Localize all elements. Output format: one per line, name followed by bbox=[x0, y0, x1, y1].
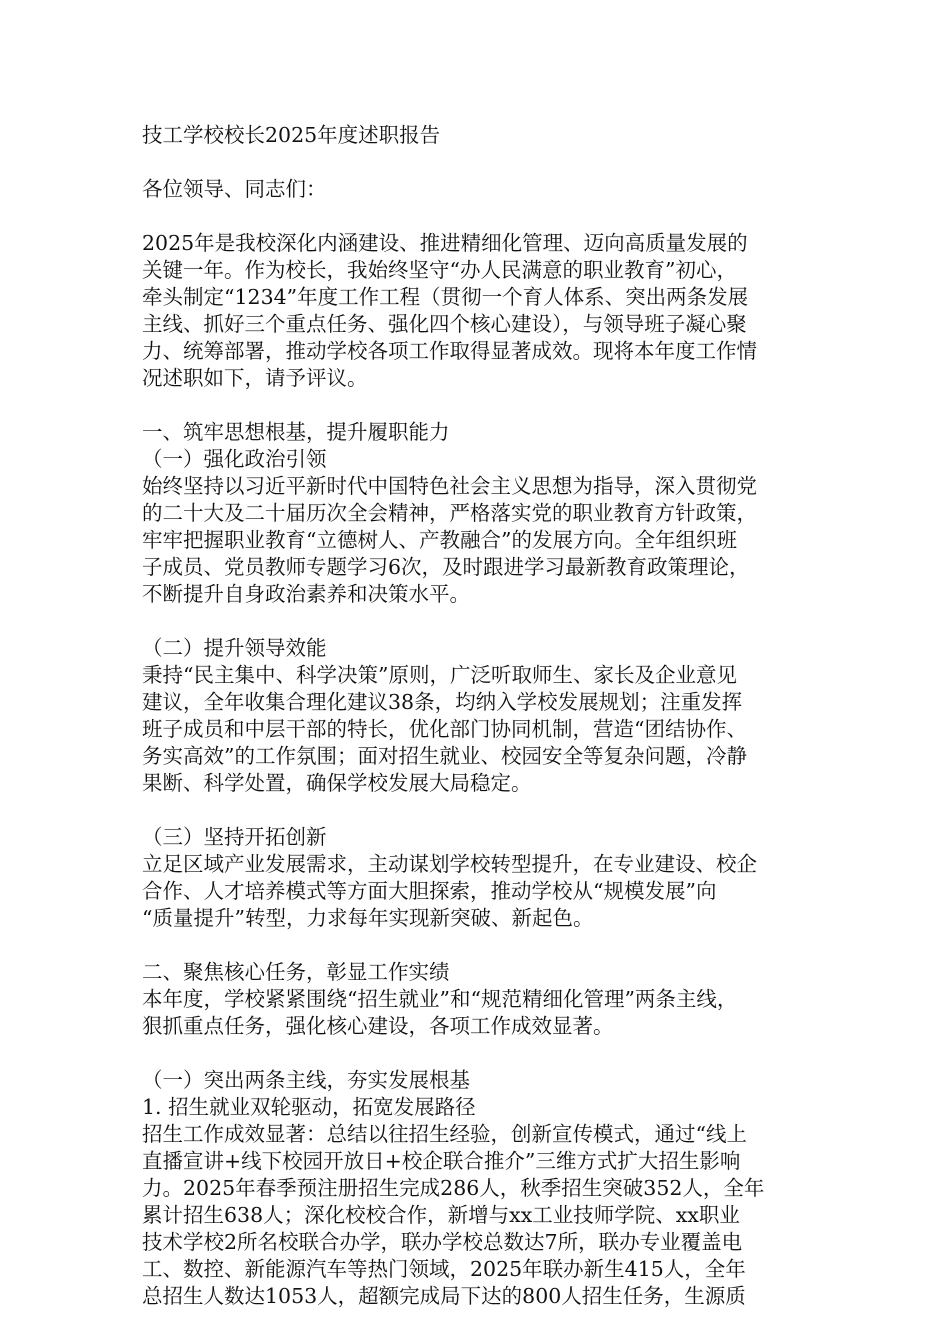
paragraph-line: 关键一年。作为校长，我始终坚守“办人民满意的职业教育”初心， bbox=[142, 258, 737, 282]
paragraph-line: 牵头制定“1234”年度工作工程（贯彻一个育人体系、突出两条发展 bbox=[142, 285, 749, 309]
intro-paragraph bbox=[142, 230, 822, 392]
paragraph-line: 子成员、党员教师专题学习6次，及时跟进学习最新教育政策理论， bbox=[142, 555, 750, 579]
paragraph-line: 合作、人才培养模式等方面大胆探索，推动学校从“规模发展”向 bbox=[142, 879, 717, 903]
paragraph-line: 2025年是我校深化内涵建设、推进精细化管理、迈向高质量发展的 bbox=[142, 231, 748, 255]
subsection-heading: （三）坚持开拓创新 bbox=[142, 825, 327, 849]
spacer bbox=[142, 149, 822, 176]
paragraph-line: 累计招生638人；深化校校合作，新增与xx工业技师学院、xx职业 bbox=[142, 1203, 740, 1227]
paragraph-line: 总招生人数达1053人，超额完成局下达的800人招生任务，生源质 bbox=[142, 1284, 746, 1308]
spacer bbox=[142, 608, 822, 635]
spacer bbox=[142, 203, 822, 230]
salutation: 各位领导、同志们： bbox=[142, 177, 327, 201]
paragraph-line: 招生工作成效显著：总结以往招生经验，创新宣传模式，通过“线上 bbox=[142, 1122, 747, 1146]
paragraph-line: 秉持“民主集中、科学决策”原则，广泛听取师生、家长及企业意见 bbox=[142, 663, 737, 687]
section-heading: 一、筑牢思想根基，提升履职能力 bbox=[142, 420, 450, 444]
paragraph-line: 况述职如下，请予评议。 bbox=[142, 366, 368, 390]
paragraph-line: 技术学校2所名校联合办学，联办学校总数达7所，联办专业覆盖电 bbox=[142, 1230, 743, 1254]
paragraph-line: 工、数控、新能源汽车等热门领域，2025年联办新生415人，全年 bbox=[142, 1257, 746, 1281]
paragraph-line: 始终坚持以习近平新时代中国特色社会主义思想为指导，深入贯彻党 bbox=[142, 474, 757, 498]
body-paragraph bbox=[142, 1121, 822, 1310]
item-heading: 1. 招生就业双轮驱动，拓宽发展路径 bbox=[142, 1095, 476, 1119]
document-page bbox=[142, 122, 822, 1310]
subsection-heading: （二）提升领导效能 bbox=[142, 636, 327, 660]
paragraph-line: 主线、抓好三个重点任务、强化四个核心建设），与领导班子凝心聚 bbox=[142, 312, 747, 336]
spacer bbox=[142, 392, 822, 419]
body-paragraph bbox=[142, 662, 822, 797]
paragraph-line: 本年度，学校紧紧围绕“招生就业”和“规范精细化管理”两条主线， bbox=[142, 987, 738, 1011]
paragraph-line: 果断、科学处置，确保学校发展大局稳定。 bbox=[142, 771, 532, 795]
paragraph-line: 直播宣讲+线下校园开放日+校企联合推介”三维方式扩大招生影响 bbox=[142, 1149, 741, 1173]
body-paragraph bbox=[142, 986, 822, 1040]
paragraph-line: “质量提升”转型，力求每年实现新突破、新起色。 bbox=[142, 906, 594, 930]
paragraph-line: 狠抓重点任务，强化核心建设，各项工作成效显著。 bbox=[142, 1014, 614, 1038]
paragraph-line: 力。2025年春季预注册招生完成286人，秋季招生突破352人，全年 bbox=[142, 1176, 765, 1200]
section-heading: 二、聚焦核心任务，彰显工作实绩 bbox=[142, 960, 450, 984]
paragraph-line: 立足区域产业发展需求，主动谋划学校转型提升，在专业建设、校企 bbox=[142, 852, 757, 876]
paragraph-line: 不断提升自身政治素养和决策水平。 bbox=[142, 582, 470, 606]
spacer bbox=[142, 1040, 822, 1067]
paragraph-line: 务实高效”的工作氛围；面对招生就业、校园安全等复杂问题，冷静 bbox=[142, 744, 747, 768]
body-paragraph bbox=[142, 851, 822, 932]
document-title: 技工学校校长2025年度述职报告 bbox=[142, 123, 441, 147]
subsection-heading: （一）突出两条主线，夯实发展根基 bbox=[142, 1068, 470, 1092]
paragraph-line: 力、统筹部署，推动学校各项工作取得显著成效。现将本年度工作情 bbox=[142, 339, 757, 363]
paragraph-line: 的二十大及二十届历次全会精神，严格落实党的职业教育方针政策， bbox=[142, 501, 757, 525]
paragraph-line: 班子成员和中层干部的特长，优化部门协同机制，营造“团结协作、 bbox=[142, 717, 747, 741]
spacer bbox=[142, 797, 822, 824]
body-paragraph bbox=[142, 473, 822, 608]
spacer bbox=[142, 932, 822, 959]
subsection-heading: （一）强化政治引领 bbox=[142, 447, 327, 471]
paragraph-line: 牢牢把握职业教育“立德树人、产教融合”的发展方向。全年组织班 bbox=[142, 528, 737, 552]
paragraph-line: 建议，全年收集合理化建议38条，均纳入学校发展规划；注重发挥 bbox=[142, 690, 743, 714]
